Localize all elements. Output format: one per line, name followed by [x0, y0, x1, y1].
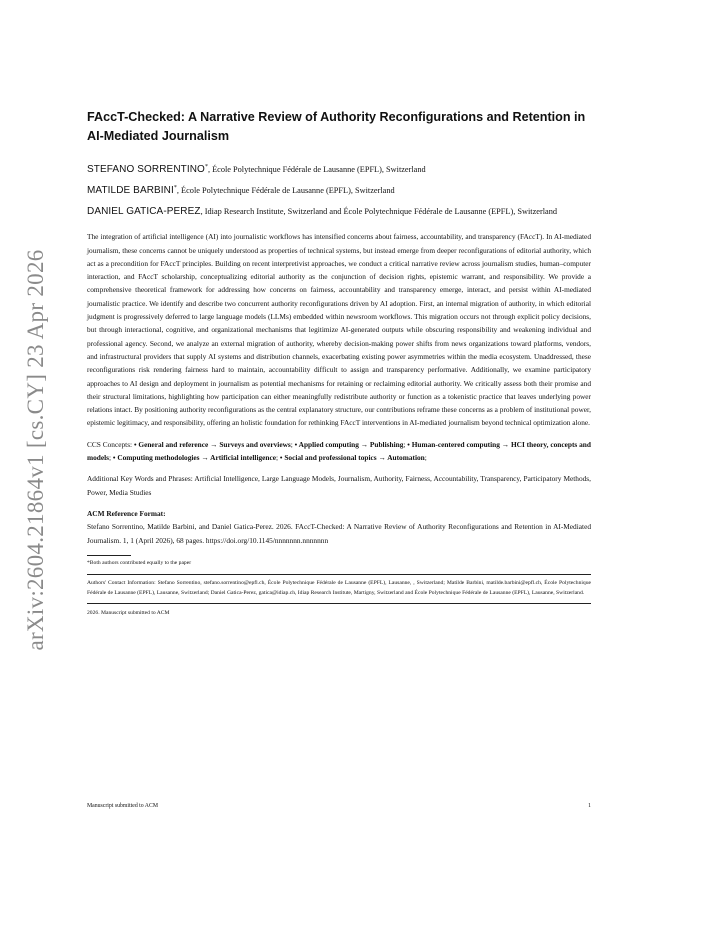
abstract: The integration of artificial intelligence (AI) into journalistic workflows has intensified concerns about fairness, accountability, and transparency (FAccT). In AI-mediated journalism, these concerns cannot be uniquely understood as properties of technical systems, but instead emerge from deeper reconfigurations of editorial authority, which act as a precondition for FAccT principles. Building on recent interpretivist approaches, we conduct a critical narrative review across journalism studies, human–computer interaction, and FAccT scholarship, conceptualizing editorial authority as the conjunction of decision rights, epistemic warrant, and responsibility. We provide a comprehensive theoretical framework for addressing how concerns on fairness, accountability and transparency emerge, interact, and persist within AI-mediated journalistic practice. We identify and describe two concurrent authority reconfigurations driven by AI adoption. First, an internal migration of authority, in which editorial judgment is progressively deferred to large language models (LLMs) embedded within newsroom workflows. This migration occurs not through explicit policy decisions, but through interactional, cognitive, and organizational mechanisms that legitimize AI-generated outputs while obscuring responsibility and weakening individual and professional agency. Second, we analyze an external migration of authority, whereby decision-making power shifts from news organizations toward platforms, vendors, and infrastructural providers that supply AI systems and distribution channels, exacerbating existing power asymmetries within the media ecosystem. Unaddressed, these reconfigurations risk rendering fairness hard to maintain, accountability difficult to assign and transparency performative. Additionally, we examine participatory approaches to AI design and deployment in journalism as potential mechanisms for retaining or reclaiming editorial authority. We critically assess both their promise and their structural limitations, highlighting how participation can either meaningfully redistribute authority or function as a tokenistic practice that leaves underlying power relations intact. By positioning authority reconfigurations as the central explanatory structure, our contributions reframe these concerns as a problem of institutional power, epistemic legitimacy, and responsibility, offering an holistic foundation for rethinking FAccT interventions in AI-mediated journalism beyond technical optimization alone. [87, 232, 591, 428]
ccs-item: • Human-centered computing → HCI theory, concepts and models [87, 439, 591, 463]
author-name: STEFANO SORRENTINO [87, 163, 205, 175]
keywords: Additional Key Words and Phrases: Artificial Intelligence, Large Language Models, Journalism, Authority, Fairness, Accountability, Transparency, Participatory Methods, Power, Media Studies [87, 474, 591, 497]
ccs-label: CCS Concepts: [87, 439, 134, 449]
paper-first-page [87, 108, 591, 618]
ccs-item: • General and reference → Surveys and overviews [133, 439, 291, 449]
author-name: MATILDE BARBINI [87, 184, 174, 196]
manuscript-rule [87, 603, 591, 604]
arxiv-stamp-text: arXiv:2604.21864v1 [cs.CY] 23 Apr 2026 [23, 249, 48, 651]
ccs-item: • Computing methodologies → Artificial intelligence [112, 453, 277, 463]
author-entry [87, 179, 591, 200]
author-affiliation: , École Polytechnique Fédérale de Lausanne (EPFL), Switzerland [176, 185, 395, 195]
contact-rule [87, 574, 591, 575]
author-equal-mark: * [173, 184, 177, 191]
author-affiliation: , Idiap Research Institute, Switzerland and École Polytechnique Fédérale de Lausanne (EPFL), Switzerland [200, 206, 558, 216]
author-affiliation: , École Polytechnique Fédérale de Lausanne (EPFL), Switzerland [207, 164, 426, 174]
ccs-item: • Social and professional topics → Automation [279, 453, 425, 463]
author-list [87, 158, 591, 220]
footer-manuscript-label: Manuscript submitted to ACM [87, 803, 159, 809]
author-equal-mark: * [204, 164, 208, 170]
reference-format-text: Stefano Sorrentino, Matilde Barbini, and Daniel Gatica-Perez. 2026. FAccT-Checked: A Narrative Review of Authority Reconfigurations and Retention in AI-Mediated Journalism. 1, 1 (April 2026), 68 pages. https://doi.org/10.1145/nnnnnnn.nnnnnnn [87, 522, 591, 545]
arxiv-stamp [18, 249, 54, 651]
author-entry [87, 200, 591, 221]
ccs-item: • Applied computing → Publishing [294, 439, 404, 449]
footnote-rule [87, 555, 131, 556]
author-entry [87, 158, 591, 179]
manuscript-note: 2026. Manuscript submitted to ACM [87, 609, 170, 616]
ccs-concepts: CCS Concepts: • General and reference → Surveys and overviews; • Applied computing → Publishing; • Human-centered computing → HCI theory, concepts and models; • Computing methodologies → Artificial intelligence; • Social and professional topics → Automation; [87, 439, 591, 463]
author-name: DANIEL GATICA-PEREZ [87, 205, 201, 217]
page-number: 1 [588, 803, 591, 809]
paper-title: FAccT-Checked: A Narrative Review of Authority Reconfigurations and Retention in AI-Mediated Journalism [87, 110, 586, 143]
equal-contribution-footnote: *Both authors contributed equally to the paper [87, 559, 192, 566]
reference-format-heading: ACM Reference Format: [87, 508, 166, 518]
contact-information: Authors' Contact Information: Stefano Sorrentino, stefano.sorrentino@epfl.ch, École Polytechnique Fédérale de Lausanne (EPFL), Lausanne, , Switzerland; Matilde Barbini, matilde.barbini@epfl.ch, École Polytechnique Fédérale de Lausanne (EPFL), Lausanne, Switzerland; Daniel Gatica-Perez, gatica@idiap.ch, Idiap Research Institute, Martigny, Switzerland and École Polytechnique Fédérale de Lausanne (EPFL), Lausanne, Switzerland. [87, 579, 591, 597]
